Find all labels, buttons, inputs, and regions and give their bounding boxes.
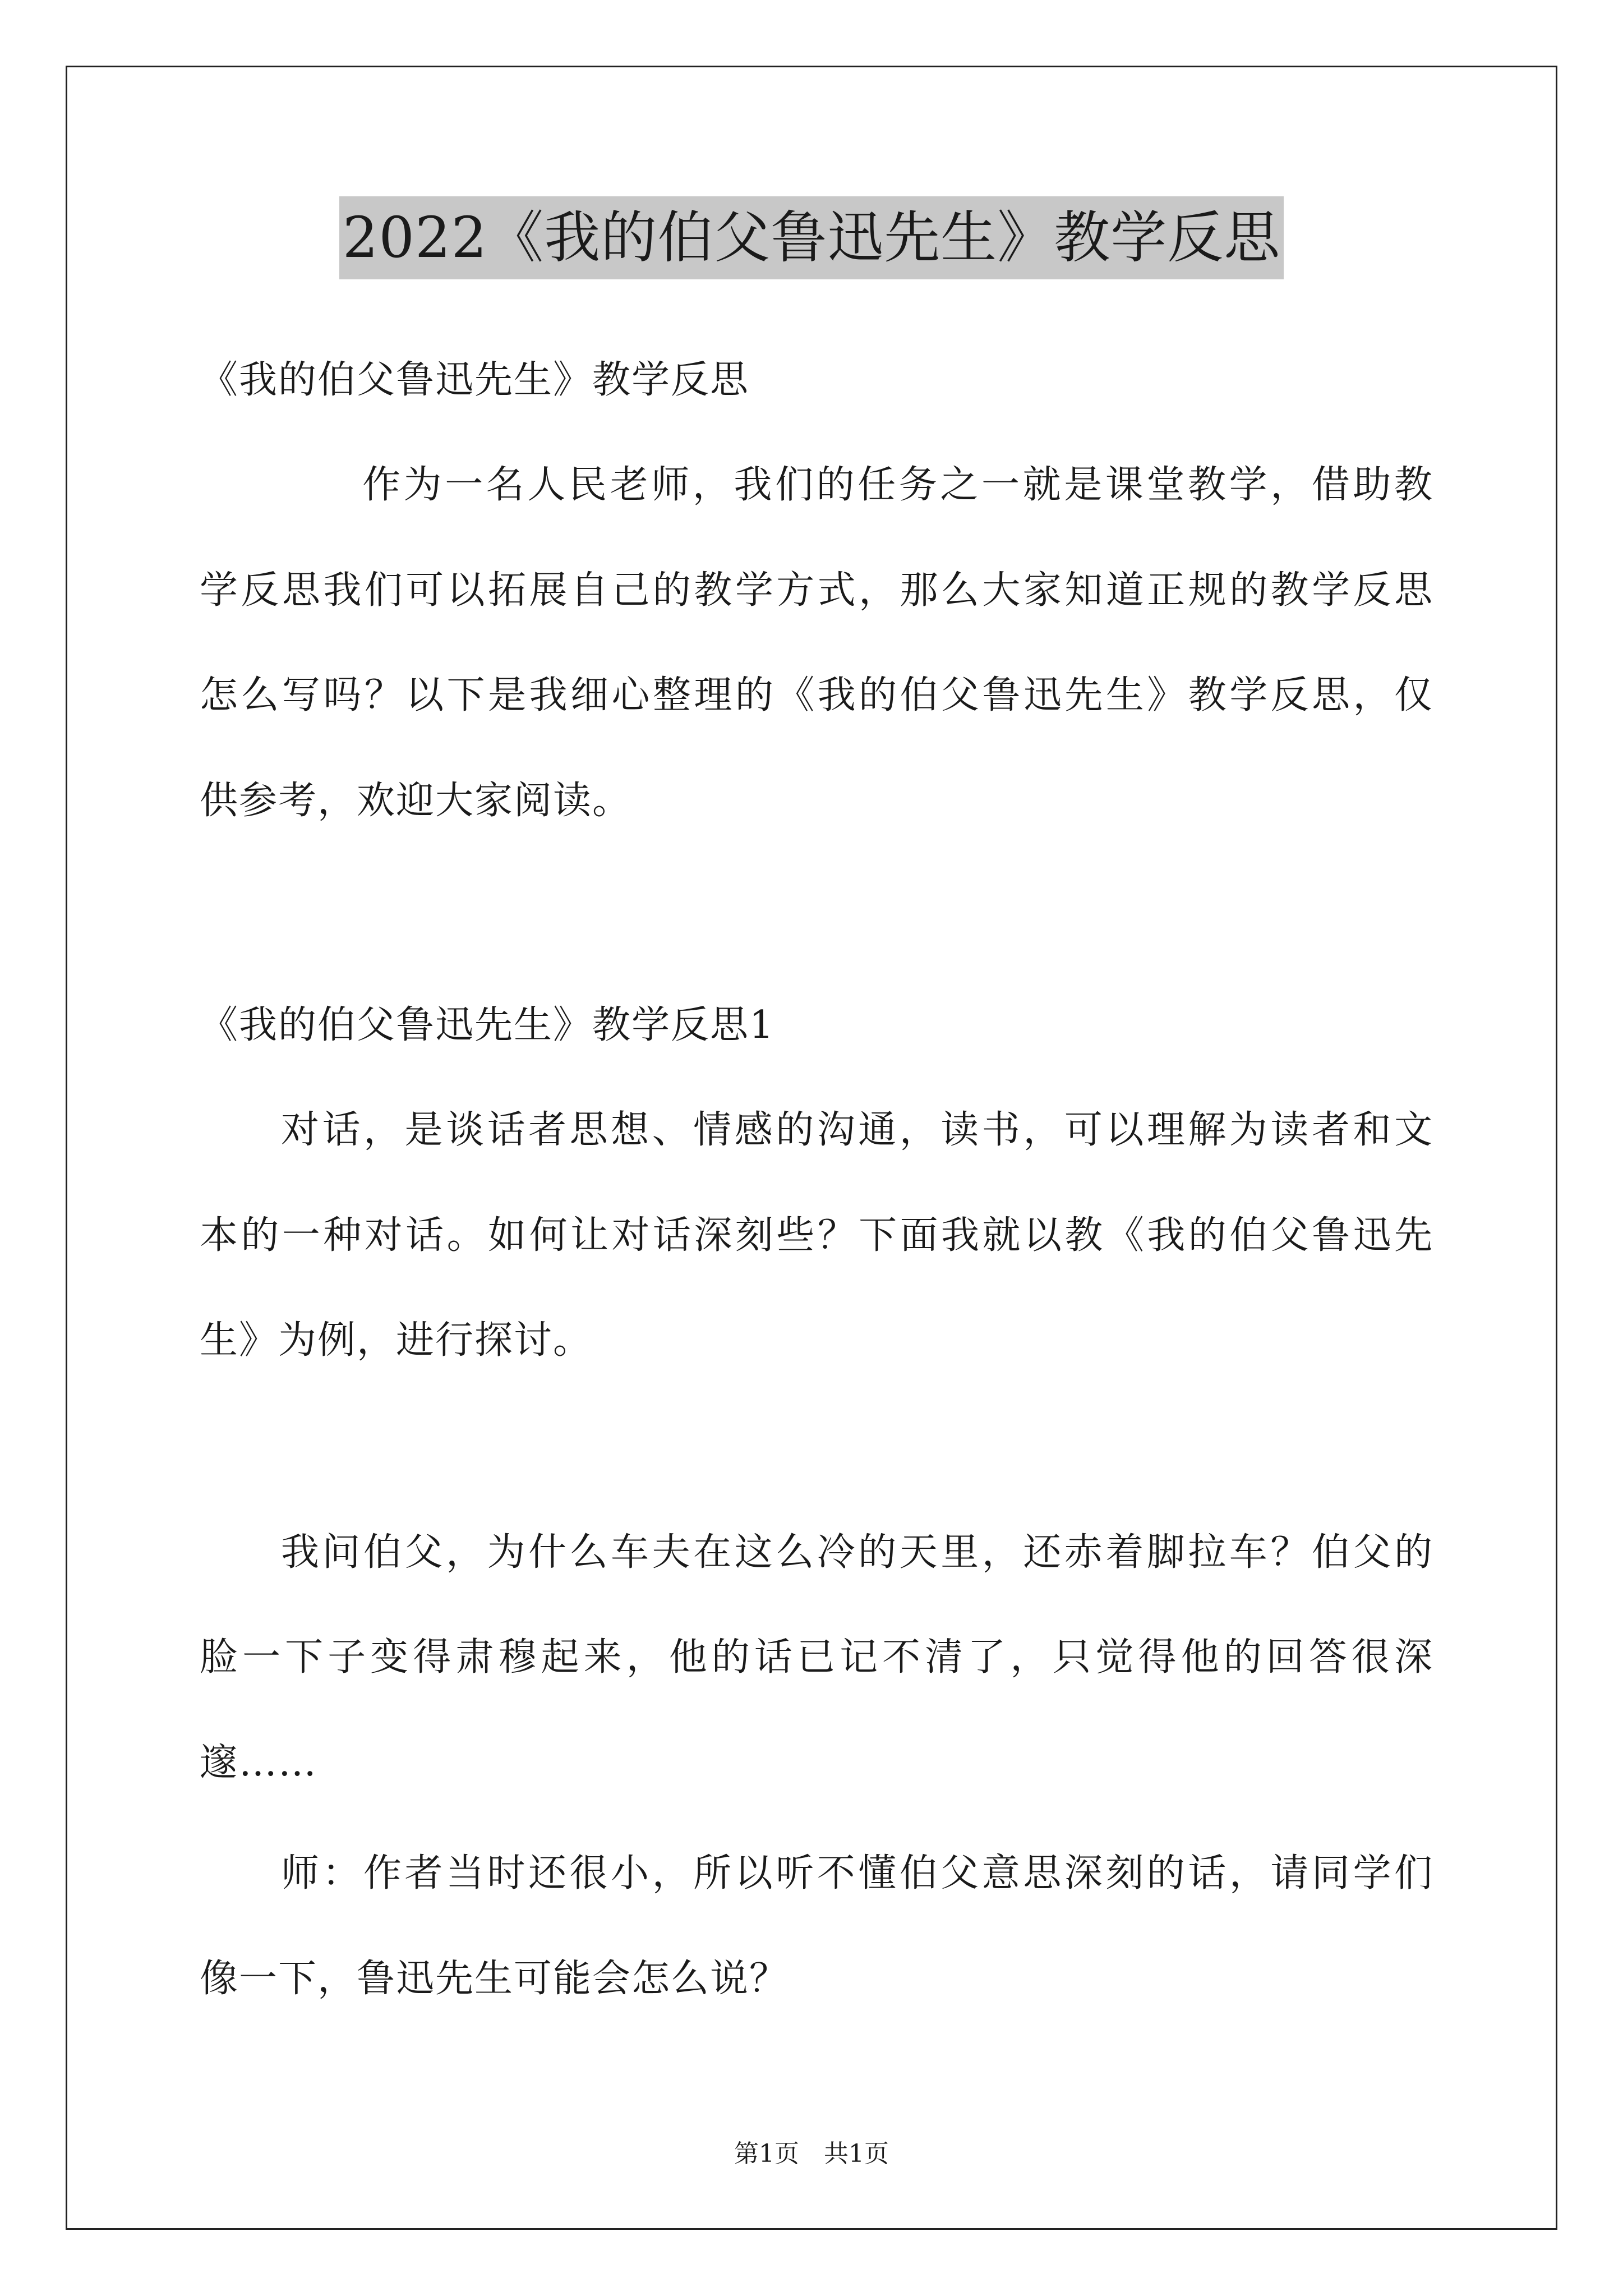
intro-line: 学反思我们可以拓展自己的教学方式，那么大家知道正规的教学反思 xyxy=(200,568,1433,613)
paragraph-line: 我问伯父，为什么车夫在这么冷的天里，还赤着脚拉车？伯父的 xyxy=(281,1530,1433,1575)
title-container xyxy=(0,196,1623,279)
section-heading: 《我的伯父鲁迅先生》教学反思1 xyxy=(200,1003,775,1047)
page-footer: 第1页 共1页 xyxy=(734,2139,889,2168)
paragraph-line: 像一下，鲁迅先生可能会怎么说？ xyxy=(200,1957,789,2001)
paragraph-line: 师：作者当时还很小，所以听不懂伯父意思深刻的话，请同学们 xyxy=(281,1851,1433,1895)
paragraph-line: 本的一种对话。如何让对话深刻些？下面我就以教《我的伯父鲁迅先 xyxy=(200,1213,1433,1258)
paragraph-line: 对话，是谈话者思想、情感的沟通，读书，可以理解为读者和文 xyxy=(281,1108,1433,1152)
intro-line: 供参考，欢迎大家阅读。 xyxy=(200,779,632,823)
intro-line: 怎么写吗？以下是我细心整理的《我的伯父鲁迅先生》教学反思，仅 xyxy=(200,673,1433,717)
document-title: 2022《我的伯父鲁迅先生》教学反思 xyxy=(339,196,1284,279)
paragraph-line: 脸一下子变得肃穆起来，他的话已记不清了，只觉得他的回答很深 xyxy=(200,1635,1433,1680)
paragraph-line: 邃…… xyxy=(200,1741,318,1785)
paragraph-line: 生》为例，进行探讨。 xyxy=(200,1318,593,1363)
intro-line: 作为一名人民老师，我们的任务之一就是课堂教学，借助教 xyxy=(362,463,1433,507)
subtitle: 《我的伯父鲁迅先生》教学反思 xyxy=(200,358,750,402)
